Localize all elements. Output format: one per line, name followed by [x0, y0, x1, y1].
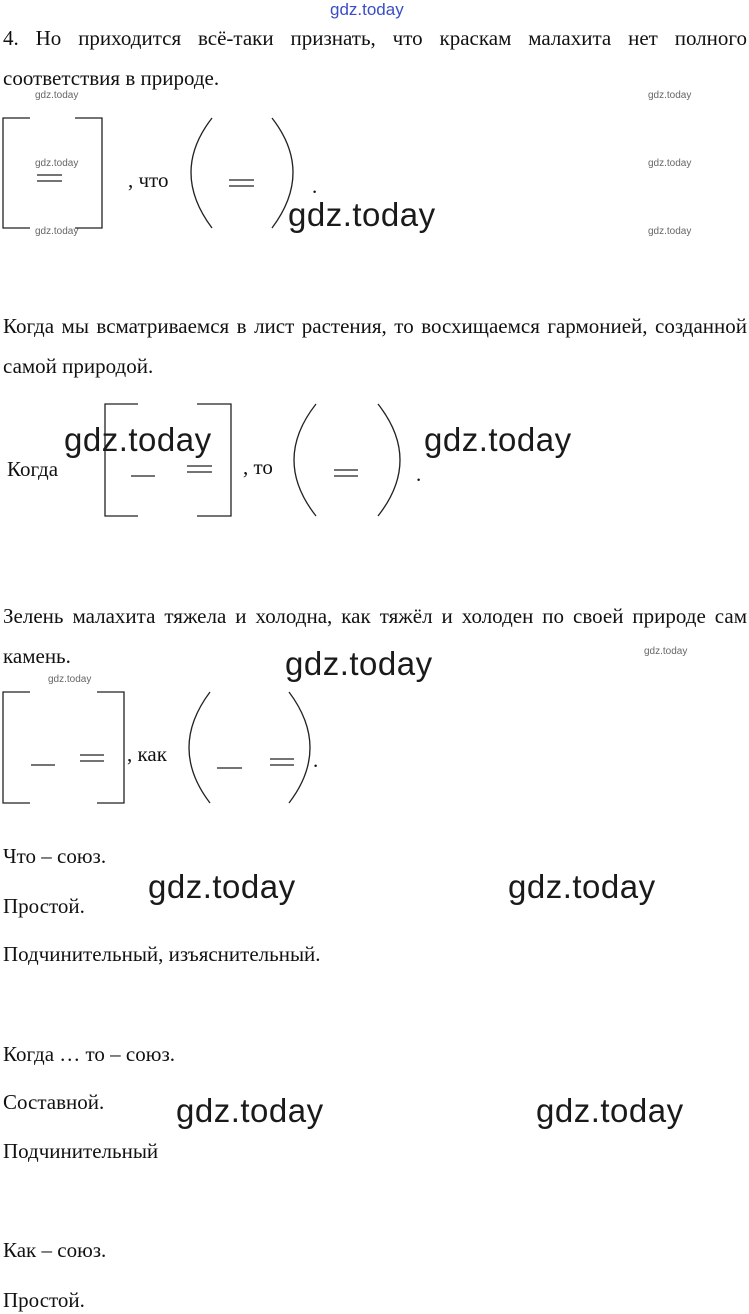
main-clause-bracket-right: [97, 692, 124, 803]
watermark-large: gdz.today: [288, 196, 436, 233]
header-watermark: gdz.today: [330, 0, 404, 19]
conjunction-label: , то: [243, 455, 273, 479]
analysis-line: Простой.: [3, 894, 85, 918]
sub-clause-paren-right: [289, 692, 310, 803]
watermark-large: gdz.today: [176, 1092, 324, 1129]
analysis-line: Составной.: [3, 1090, 105, 1114]
sentence-2: Когда мы всматриваемся в лист растения, то восхищаемся гармонией, созданной самой природой.: [3, 314, 747, 378]
sentence-3: Зелень малахита тяжела и холодна, как тяжёл и холоден по своей природе сам камень.: [3, 604, 747, 668]
conjunction-label: , что: [128, 168, 169, 192]
watermark-large: gdz.today: [424, 421, 572, 458]
sub-clause-paren-left: [189, 692, 210, 803]
watermark-large: gdz.today: [536, 1092, 684, 1129]
analysis-line: Подчинительный, изъяснительный.: [3, 942, 321, 966]
watermark-large: gdz.today: [148, 868, 296, 905]
scheme-lead-word: Когда: [7, 457, 59, 481]
main-clause-bracket-left: [3, 692, 30, 803]
watermark-small: gdz.today: [35, 158, 79, 169]
watermark-small: gdz.today: [35, 226, 79, 237]
analysis-line: Что – союз.: [3, 844, 107, 868]
watermark-small: gdz.today: [648, 226, 692, 237]
analysis-line: Простой.: [3, 1288, 85, 1312]
conjunction-label: , как: [127, 742, 167, 766]
watermark-small: gdz.today: [48, 674, 92, 685]
watermark-small: gdz.today: [648, 90, 692, 101]
end-mark: .: [312, 174, 318, 198]
end-mark: .: [313, 748, 319, 772]
watermark-small: gdz.today: [648, 158, 692, 169]
watermark-large: gdz.today: [285, 645, 433, 682]
watermark-large: gdz.today: [64, 421, 212, 458]
analysis-line: Когда … то – союз.: [3, 1042, 175, 1066]
watermark-large: gdz.today: [508, 868, 656, 905]
watermark-small: gdz.today: [35, 90, 79, 101]
end-mark: .: [416, 462, 422, 486]
analysis-line: Подчинительный: [3, 1139, 159, 1163]
sentence-1: 4. Но приходится всё-таки признать, что краскам малахита нет полного соответствия в природе.: [3, 26, 747, 90]
analysis-line: Как – союз.: [3, 1238, 107, 1262]
watermark-small: gdz.today: [644, 646, 688, 657]
